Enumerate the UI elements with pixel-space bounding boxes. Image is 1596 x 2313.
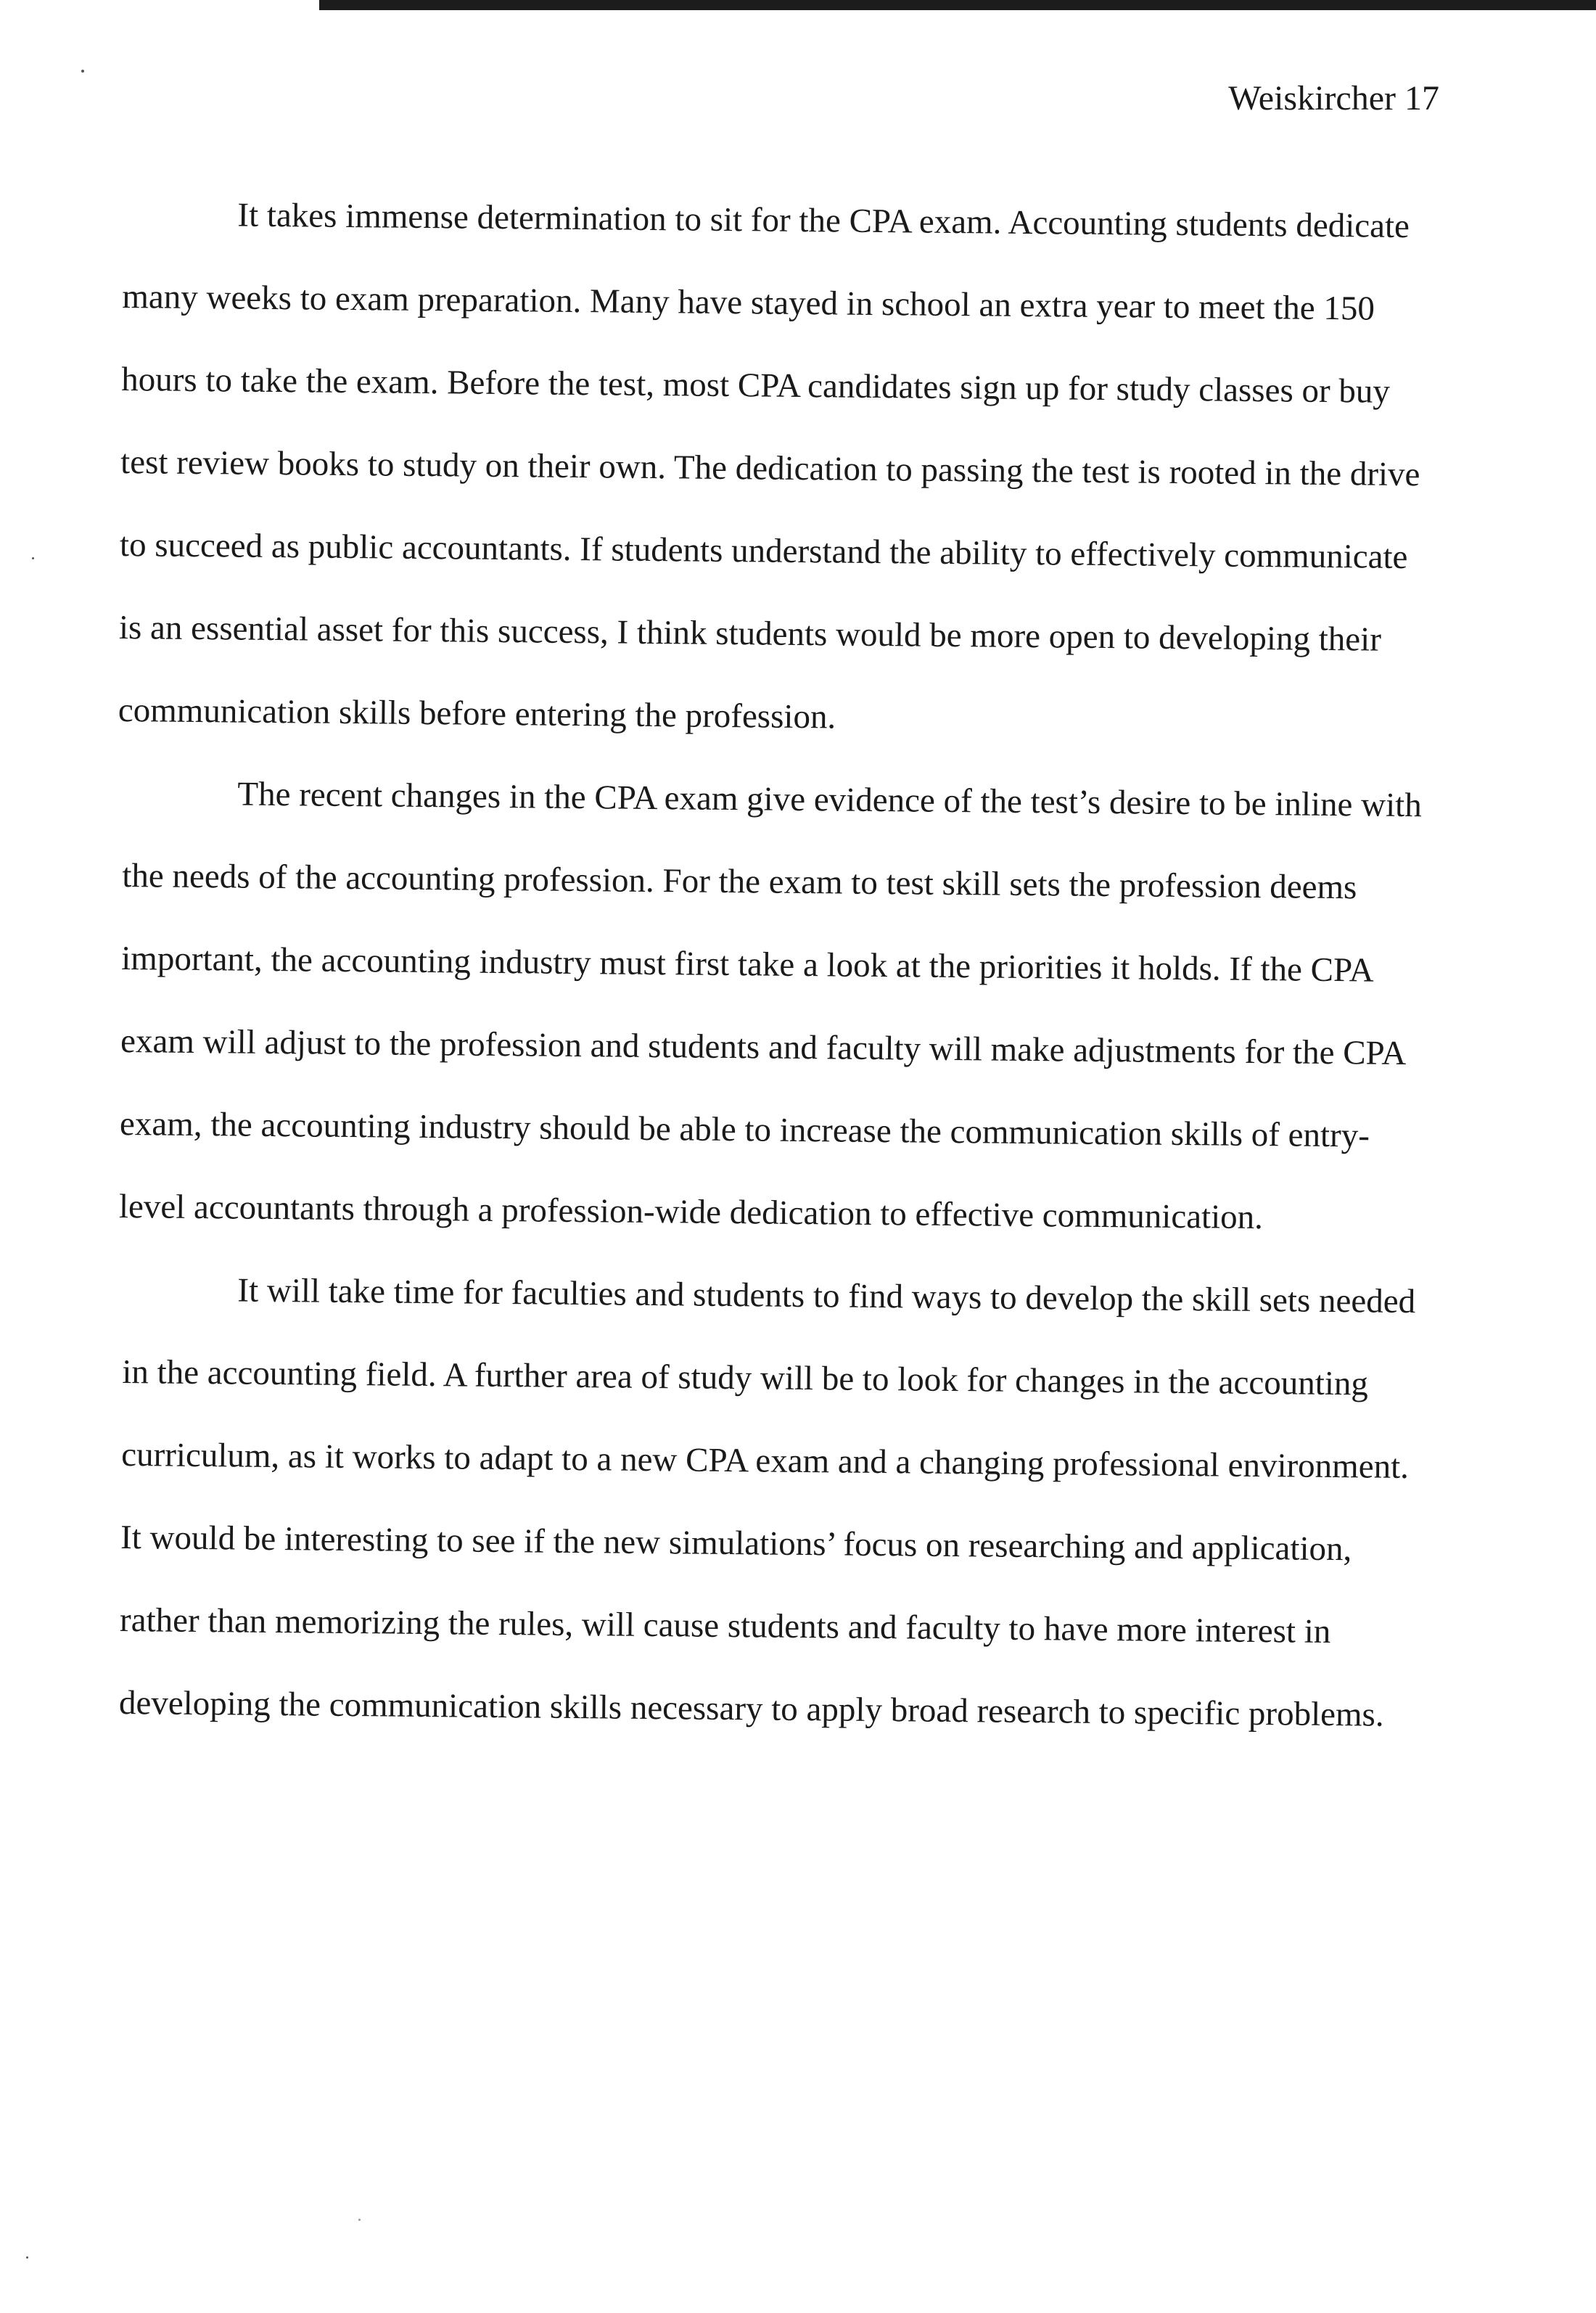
scan-speck	[358, 2219, 361, 2221]
scan-border-top	[319, 0, 1596, 10]
scan-speck	[81, 70, 84, 73]
paragraph-2: The recent changes in the CPA exam give evidence of the test’s desire to be inline with the needs of the accounting profession. For the exam to test skill sets the profession deems important, the accounting industry must first take a look at the priorities it holds. If the CPA exam will adjust to the profession and students and faculty will make adjustments for the CPA exam, the accounting industry should be able to increase the communication skills of entry-level accountants through a profession-wide dedication to effective communication.	[118, 775, 1422, 1237]
paragraph-1: It takes immense determination to sit for the CPA exam. Accounting students dedicate many weeks to exam preparation. Many have stayed in school an extra year to meet the 150 hours to take the exam. Before the test, most CPA candidates sign up for study classes or buy test review books to study on their own. The dedication to passing the test is rooted in the drive to succeed as public accountants. If students understand the ability to effectively communicate is an essential asset for this success, I think students would be more open to developing their communication skills before entering the profession.	[118, 196, 1420, 736]
paragraph-3: It will take time for faculties and students to find ways to develop the skill sets needed in the accounting field. A further area of study will be to look for changes in the accounting curriculum, as it works to adapt to a new CPA exam and a changing professional environment. It would be interesting to see if the new simulations’ focus on researching and application, rather than memorizing the rules, will cause students and faculty to have more interest in developing the communication skills necessary to apply broad research to specific problems.	[118, 1271, 1416, 1734]
scan-speck	[32, 557, 34, 559]
document-body	[118, 173, 1433, 1744]
scan-speck	[26, 2256, 28, 2259]
running-head: Weiskircher 17	[1228, 79, 1439, 118]
